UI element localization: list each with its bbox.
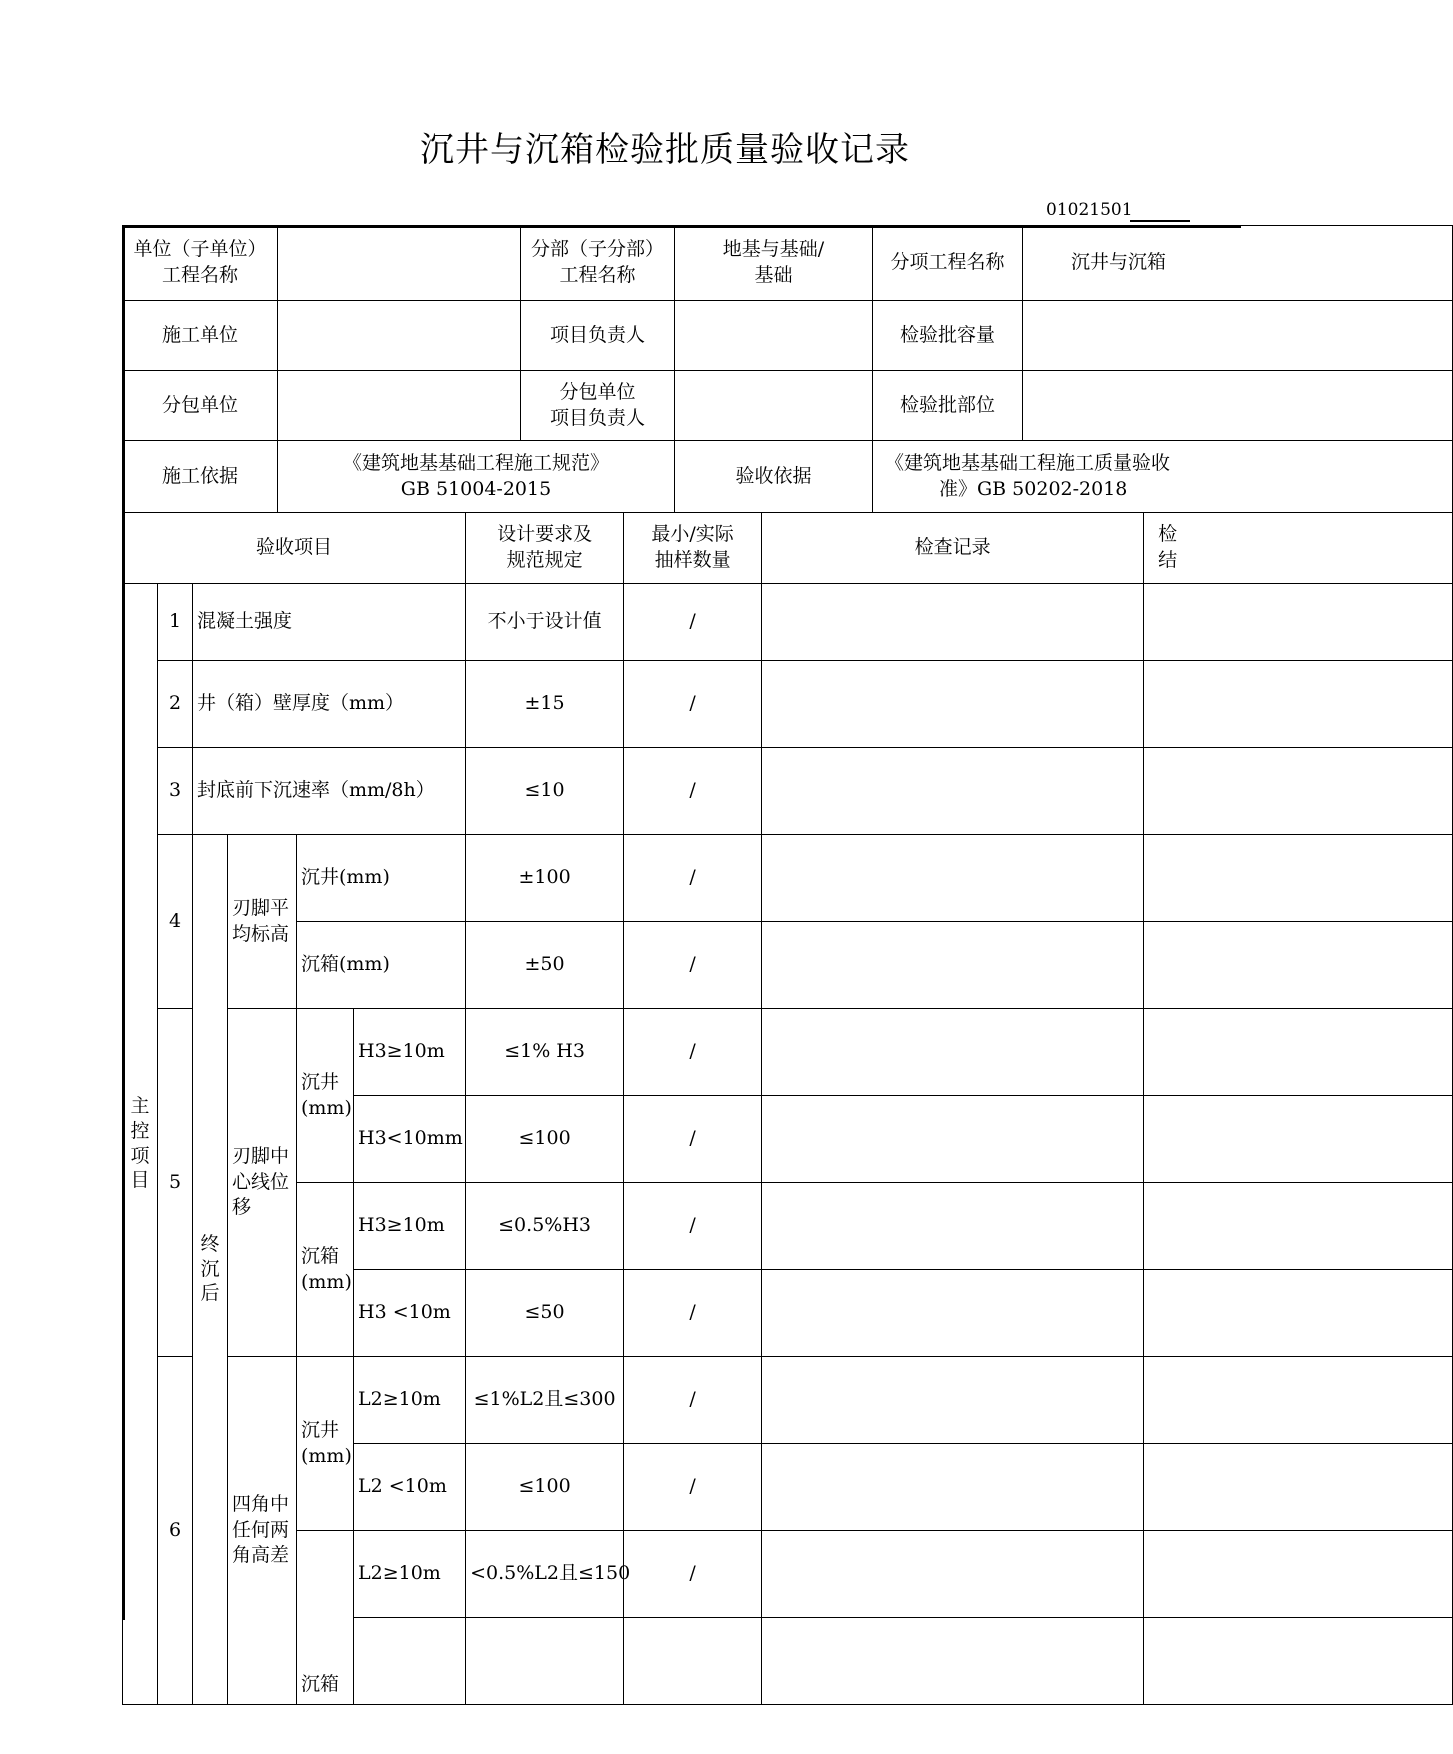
design-requirement: ≤50 bbox=[466, 1270, 624, 1357]
inspection-result[interactable] bbox=[1144, 748, 1453, 835]
col-header-item: 验收项目 bbox=[123, 513, 466, 584]
inspection-result[interactable] bbox=[1144, 922, 1453, 1009]
box-label: 沉箱 (mm) bbox=[297, 1183, 354, 1357]
batch-capacity-label: 检验批容量 bbox=[873, 301, 1023, 371]
project-manager-field[interactable] bbox=[675, 301, 873, 371]
sampling-count[interactable]: / bbox=[624, 1009, 762, 1096]
subcontractor-label: 分包单位 bbox=[123, 371, 278, 441]
inspection-result[interactable] bbox=[1144, 1444, 1453, 1531]
inspection-result[interactable] bbox=[1144, 1618, 1453, 1705]
inspection-result[interactable] bbox=[1144, 1270, 1453, 1357]
box-label: 沉箱 bbox=[297, 1531, 354, 1705]
inspection-result[interactable] bbox=[1144, 584, 1453, 661]
row-number: 2 bbox=[158, 661, 193, 748]
form-code-underline bbox=[1130, 220, 1190, 222]
subcontractor-field[interactable] bbox=[278, 371, 521, 441]
condition: L2≥10m bbox=[354, 1357, 466, 1444]
sampling-count[interactable]: / bbox=[624, 661, 762, 748]
subpart-name-label: 分部（子分部） 工程名称 bbox=[521, 226, 675, 301]
form-code: 01021501 bbox=[1046, 200, 1133, 220]
main-control-label: 主 控 项 目 bbox=[123, 584, 158, 1705]
design-requirement: ≤1% H3 bbox=[466, 1009, 624, 1096]
inspection-result[interactable] bbox=[1144, 1357, 1453, 1444]
construction-basis-value: 《建筑地基基础工程施工规范》 GB 51004-2015 bbox=[278, 441, 675, 513]
condition: L2 <10m bbox=[354, 1444, 466, 1531]
contractor-field[interactable] bbox=[278, 301, 521, 371]
design-requirement: ±100 bbox=[466, 835, 624, 922]
header-table bbox=[122, 225, 1453, 513]
final-settle-label: 终 沉 后 bbox=[193, 835, 228, 1705]
acceptance-basis-label: 验收依据 bbox=[675, 441, 873, 513]
well-label: 沉井 (mm) bbox=[297, 1009, 354, 1183]
design-requirement: ±50 bbox=[466, 922, 624, 1009]
col-header-design: 设计要求及 规范规定 bbox=[466, 513, 624, 584]
inspection-record[interactable] bbox=[762, 922, 1144, 1009]
inspection-record[interactable] bbox=[762, 835, 1144, 922]
item-name: 井（箱）壁厚度（mm） bbox=[193, 661, 466, 748]
inspection-record[interactable] bbox=[762, 1357, 1144, 1444]
sampling-count[interactable]: / bbox=[624, 922, 762, 1009]
sub-item-name: 沉箱(mm) bbox=[297, 922, 466, 1009]
inspection-record[interactable] bbox=[762, 1444, 1144, 1531]
frame-top-border bbox=[122, 225, 1241, 228]
condition bbox=[354, 1618, 466, 1705]
sampling-count[interactable]: / bbox=[624, 1096, 762, 1183]
col-header-record: 检查记录 bbox=[762, 513, 1144, 584]
design-requirement: <0.5%L2且≤150 bbox=[466, 1531, 624, 1618]
frame-left-border bbox=[122, 225, 125, 1620]
condition: H3 <10m bbox=[354, 1270, 466, 1357]
inspection-record[interactable] bbox=[762, 661, 1144, 748]
sampling-count[interactable]: / bbox=[624, 748, 762, 835]
inspection-record[interactable] bbox=[762, 584, 1144, 661]
sampling-count[interactable]: / bbox=[624, 584, 762, 661]
inspection-record[interactable] bbox=[762, 1531, 1144, 1618]
batch-location-field[interactable] bbox=[1023, 371, 1453, 441]
condition: H3≥10m bbox=[354, 1009, 466, 1096]
inspection-result[interactable] bbox=[1144, 1096, 1453, 1183]
inspection-record[interactable] bbox=[762, 1183, 1144, 1270]
acceptance-basis-value: 《建筑地基基础工程施工质量验收 准》GB 50202-2018 bbox=[873, 441, 1453, 513]
subpart-name-value[interactable]: 地基与基础/ 基础 bbox=[675, 226, 873, 301]
unit-name-field[interactable] bbox=[278, 226, 521, 301]
unit-name-label: 单位（子单位） 工程名称 bbox=[123, 226, 278, 301]
condition: H3<10mm bbox=[354, 1096, 466, 1183]
row-number: 5 bbox=[158, 1009, 193, 1357]
inspection-record[interactable] bbox=[762, 1009, 1144, 1096]
item-group-label: 刃脚中 心线位 移 bbox=[228, 1009, 297, 1357]
condition: H3≥10m bbox=[354, 1183, 466, 1270]
col-header-sampling: 最小/实际 抽样数量 bbox=[624, 513, 762, 584]
design-requirement: ≤100 bbox=[466, 1444, 624, 1531]
sub-item-name: 沉井(mm) bbox=[297, 835, 466, 922]
sampling-count[interactable]: / bbox=[624, 835, 762, 922]
inspection-result[interactable] bbox=[1144, 1009, 1453, 1096]
sub-pm-field[interactable] bbox=[675, 371, 873, 441]
condition: L2≥10m bbox=[354, 1531, 466, 1618]
item-name: 封底前下沉速率（mm/8h） bbox=[193, 748, 466, 835]
construction-basis-label: 施工依据 bbox=[123, 441, 278, 513]
batch-location-label: 检验批部位 bbox=[873, 371, 1023, 441]
sampling-count[interactable] bbox=[624, 1618, 762, 1705]
item-name: 混凝土强度 bbox=[193, 584, 466, 661]
design-requirement: ±15 bbox=[466, 661, 624, 748]
inspection-result[interactable] bbox=[1144, 1183, 1453, 1270]
item-group-label: 四角中 任何两 角高差 bbox=[228, 1357, 297, 1705]
item-name-label: 分项工程名称 bbox=[873, 226, 1023, 301]
item-name-value[interactable]: 沉井与沉箱 bbox=[1023, 226, 1453, 301]
inspection-record[interactable] bbox=[762, 748, 1144, 835]
sampling-count[interactable]: / bbox=[624, 1270, 762, 1357]
design-requirement: ≤0.5%H3 bbox=[466, 1183, 624, 1270]
inspection-record[interactable] bbox=[762, 1270, 1144, 1357]
design-requirement bbox=[466, 1618, 624, 1705]
sampling-count[interactable]: / bbox=[624, 1357, 762, 1444]
row-number: 4 bbox=[158, 835, 193, 1009]
design-requirement: ≤100 bbox=[466, 1096, 624, 1183]
inspection-record[interactable] bbox=[762, 1096, 1144, 1183]
row-number: 1 bbox=[158, 584, 193, 661]
form-frame bbox=[122, 225, 1241, 1696]
inspection-result[interactable] bbox=[1144, 661, 1453, 748]
well-label: 沉井 (mm) bbox=[297, 1357, 354, 1531]
sub-pm-label: 分包单位 项目负责人 bbox=[521, 371, 675, 441]
sampling-count[interactable]: / bbox=[624, 1183, 762, 1270]
item-group-label: 刃脚平 均标高 bbox=[228, 835, 297, 1009]
inspection-table bbox=[122, 512, 1453, 1705]
design-requirement: ≤10 bbox=[466, 748, 624, 835]
row-number: 6 bbox=[158, 1357, 193, 1705]
sampling-count[interactable]: / bbox=[624, 1444, 762, 1531]
sampling-count[interactable]: / bbox=[624, 1531, 762, 1618]
inspection-result[interactable] bbox=[1144, 835, 1453, 922]
project-manager-label: 项目负责人 bbox=[521, 301, 675, 371]
design-requirement: 不小于设计值 bbox=[466, 584, 624, 661]
page-title: 沉井与沉箱检验批质量验收记录 bbox=[420, 130, 910, 170]
inspection-record[interactable] bbox=[762, 1618, 1144, 1705]
row-number: 3 bbox=[158, 748, 193, 835]
col-header-result: 检 结 bbox=[1144, 513, 1453, 584]
inspection-result[interactable] bbox=[1144, 1531, 1453, 1618]
design-requirement: ≤1%L2且≤300 bbox=[466, 1357, 624, 1444]
batch-capacity-field[interactable] bbox=[1023, 301, 1453, 371]
contractor-label: 施工单位 bbox=[123, 301, 278, 371]
